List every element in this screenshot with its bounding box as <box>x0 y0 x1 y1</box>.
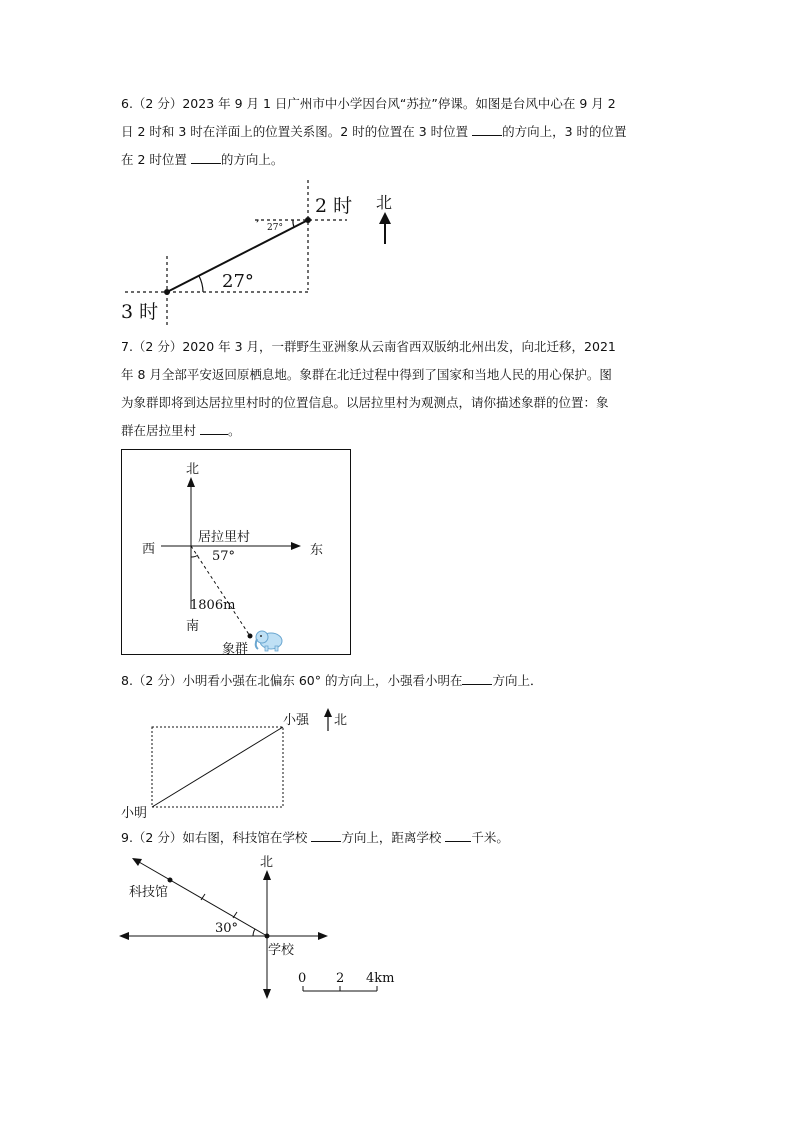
q6-small-tick: , <box>256 210 260 224</box>
q7-herd-point <box>248 634 253 639</box>
q7-line2: 年 8 月全部平安返回原栖息地。象群在北迁过程中得到了国家和当地人民的用心保护。图 <box>121 367 612 382</box>
q8-line1b: 方向上． <box>492 673 543 688</box>
q9-north-arrowhead-icon <box>263 870 271 880</box>
q8-xiaoqiang-label: 小强 <box>283 713 310 728</box>
q7-north-label: 北 <box>186 462 200 477</box>
q9-line1b: 方向上，距离学校 <box>341 830 442 845</box>
question-8-text <box>121 667 669 695</box>
q6-line1: 6.（2 分）2023 年 9 月 1 日广州市中小学因台风“苏拉”停课。如图是台风中心在 9 月 2 <box>121 96 616 111</box>
q6-north-arrow-icon <box>379 212 391 224</box>
q7-angle-arc <box>191 555 198 557</box>
q9-school-point <box>265 934 270 939</box>
q8-north-label: 北 <box>334 713 348 728</box>
q7-west-label: 西 <box>142 542 156 557</box>
q6-label-3: 3 时 <box>121 301 159 323</box>
q9-scale-2: 2 <box>336 971 345 986</box>
q9-museum-arrowhead-icon <box>132 858 142 866</box>
q7-line4a: 群在居拉里村 <box>121 423 197 438</box>
q9-blank-1[interactable] <box>311 827 341 842</box>
q6-label-2: 2 时 <box>315 195 353 217</box>
q6-line3a: 在 2 时位置 <box>121 152 187 167</box>
q6-blank-2[interactable] <box>191 149 221 164</box>
q9-south-arrowhead-icon <box>263 989 271 999</box>
q7-east-label: 东 <box>310 543 324 558</box>
q9-figure <box>115 850 405 1000</box>
q6-north-label: 北 <box>376 193 393 212</box>
q9-east-arrowhead-icon <box>318 932 328 940</box>
q9-scale-0: 0 <box>298 971 307 986</box>
q6-point-3 <box>164 289 170 295</box>
q7-distance-label: 1806m <box>190 598 236 613</box>
q9-west-arrowhead-icon <box>119 932 129 940</box>
q8-xiaoming-label: 小明 <box>121 806 148 821</box>
q6-typhoon-figure <box>115 178 415 333</box>
q8-blank-1[interactable] <box>462 670 492 685</box>
q8-figure <box>150 705 360 815</box>
q9-angle-label: 30° <box>215 921 239 936</box>
q6-line3b: 的方向上。 <box>220 152 284 167</box>
q7-north-arrowhead-icon <box>187 477 195 487</box>
q9-museum-point <box>168 878 173 883</box>
q7-blank-1[interactable] <box>200 420 228 435</box>
q9-scale-4: 4km <box>366 971 395 986</box>
q6-angle-main: 27° <box>222 271 254 292</box>
q7-line1: 7.（2 分）2020 年 3 月，一群野生亚洲象从云南省西双版纳北州出发，向北迁移，2021 <box>121 339 616 354</box>
q8-north-arrow-icon <box>324 708 332 717</box>
q7-village-label: 居拉里村 <box>198 530 251 545</box>
q6-line2a: 日 2 时和 3 时在洋面上的位置关系图。2 时的位置在 3 时位置 <box>121 124 469 139</box>
q8-line1a: 8.（2 分）小明看小强在北偏东 60° 的方向上，小强看小明在 <box>121 673 463 688</box>
question-9-text <box>121 824 669 852</box>
q7-line4b: 。 <box>228 423 241 438</box>
q9-north-label: 北 <box>260 855 274 870</box>
question-7-text <box>121 333 669 445</box>
q6-angle-arc-main <box>199 276 203 292</box>
q6-angle-arc-small <box>293 220 294 227</box>
q9-angle-arc <box>253 929 255 936</box>
q9-line1a: 9.（2 分）如右图，科技馆在学校 <box>121 830 308 845</box>
q8-diagonal-line <box>152 727 283 807</box>
q9-line1c: 千米。 <box>471 830 509 845</box>
q7-angle-label: 57° <box>212 549 236 564</box>
q6-point-2 <box>305 217 311 223</box>
q9-museum-label: 科技馆 <box>129 885 169 900</box>
q6-line2b: 的方向上，3 时的位置 <box>502 124 627 139</box>
question-6-text <box>121 90 669 174</box>
q7-south-label: 南 <box>186 619 200 634</box>
q9-blank-2[interactable] <box>445 827 471 842</box>
q7-herd-label: 象群 <box>222 642 249 657</box>
q6-angle-small: 27° <box>267 223 283 233</box>
q7-east-arrowhead-icon <box>291 542 301 550</box>
elephant-icon <box>256 631 282 651</box>
q9-school-label: 学校 <box>268 943 295 958</box>
q7-line3: 为象群即将到达居拉里村时的位置信息。以居拉里村为观测点，请你描述象群的位置：象 <box>121 395 609 410</box>
q6-blank-1[interactable] <box>472 121 502 136</box>
